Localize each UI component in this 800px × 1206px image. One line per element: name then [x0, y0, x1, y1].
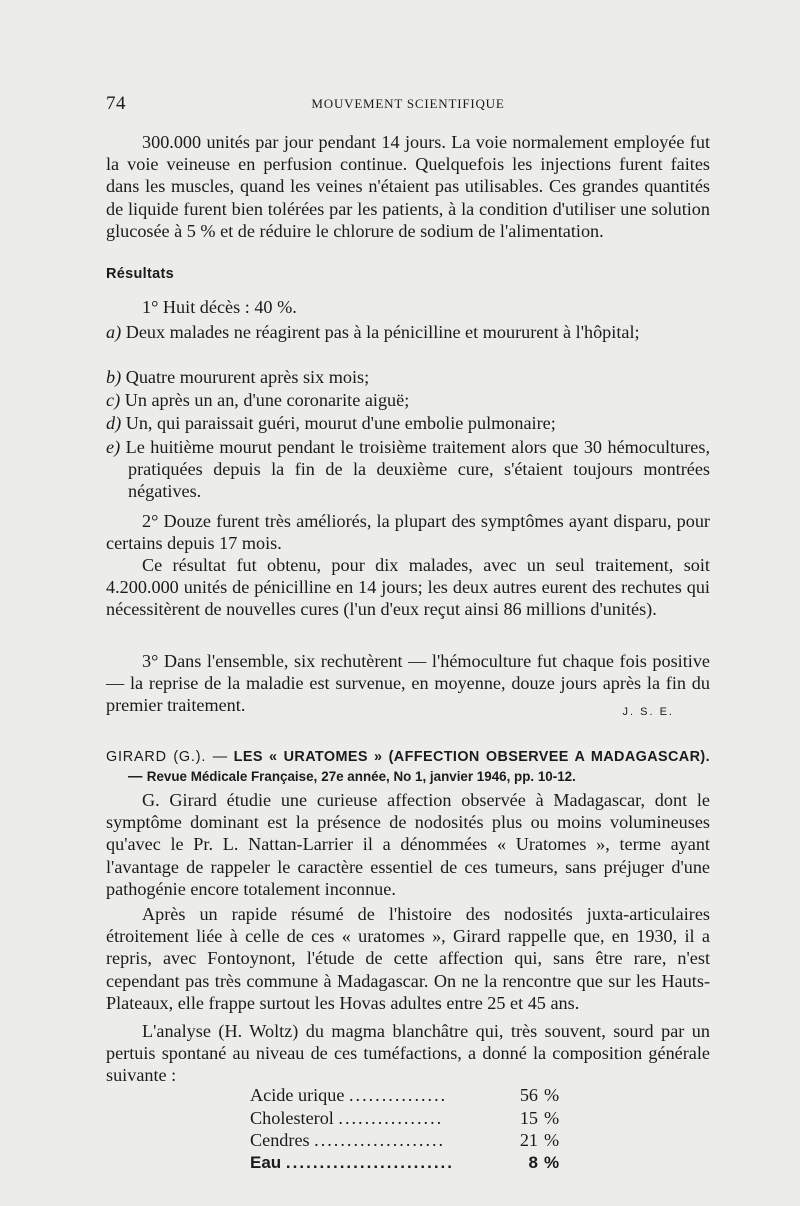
list-item-text: Un après un an, d'une coronarite aiguë; — [124, 390, 410, 410]
component-value: 56 — [519, 1085, 538, 1105]
review-author: GIRARD (G.). — — [106, 749, 228, 765]
component-value: 15 — [519, 1107, 538, 1128]
component-unit: % — [544, 1152, 560, 1172]
results-third-point: 3° Dans l'ensemble, six rechutèrent — l'hémoculture fut chaque fois positive — la reprise de la maladie est survenue, en moyenne, douze jours après la fin du premier traitement. — [106, 651, 710, 716]
review-heading — [106, 748, 710, 787]
component-name-cell — [250, 1130, 508, 1153]
list-marker: d) — [106, 413, 122, 433]
component-unit: % — [544, 1130, 560, 1150]
component-name-cell — [250, 1153, 508, 1176]
component-name: Eau — [250, 1152, 282, 1172]
component-unit: % — [544, 1107, 560, 1128]
table-row — [250, 1108, 564, 1131]
leader-dots: ......................... — [285, 1152, 455, 1172]
table-row — [250, 1130, 564, 1153]
component-value: 21 — [519, 1130, 538, 1150]
review-paragraph-1: G. Girard étudie une curieuse affection observée à Madagascar, dont le symptôme dominant est la présence de nodosités plus ou moins volumineuses qu'avec le Pr. L. Nattan-Larrier il a dénommées « Uratomes », terme ayant l'avantage de rappeler le caractère essentiel de ces tumeurs, sans préjuger d'une pathogénie encore totalement inconnue. — [106, 790, 710, 899]
list-item-text: Un, qui paraissait guéri, mourut d'une embolie pulmonaire; — [125, 413, 556, 433]
table-row — [250, 1153, 564, 1176]
review-paragraph-2: Après un rapide résumé de l'histoire des nodosités juxta-articulaires étroitement liée à celle de ces « uratomes », Girard rappelle que, en 1930, il a repris, avec Fontoynont, l'étude de cette affection qui, sans être rare, n'est cependant pas très commune à Madagascar. On ne la rencontre que sur les Hauts-Plateaux, elle frappe surtout les Hovas adultes entre 25 et 45 ans. — [106, 904, 710, 1013]
component-name: Cendres — [250, 1130, 310, 1150]
running-title: MOUVEMENT SCIENTIFIQUE — [311, 96, 505, 111]
leader-dots: ............... — [348, 1085, 448, 1105]
list-item-text: Quatre moururent après six mois; — [125, 367, 370, 387]
list-marker: b) — [106, 367, 122, 387]
results-item-a — [106, 321, 710, 343]
composition-table — [250, 1085, 564, 1175]
results-item-e — [106, 436, 710, 503]
component-name-cell — [250, 1085, 508, 1108]
author-initials: J. S. E. — [622, 706, 674, 718]
review-paragraph-3: L'analyse (H. Woltz) du magma blanchâtre qui, très souvent, sourd par un pertuis spontané au niveau de ces tuméfactions, a donné la composition générale suivante : — [106, 1021, 710, 1086]
list-item-text: Deux malades ne réagirent pas à la pénicilline et moururent à l'hôpital; — [125, 322, 640, 342]
page-header — [106, 93, 710, 115]
results-item-c — [106, 389, 710, 411]
results-item-b — [106, 366, 710, 388]
results-item-d — [106, 412, 710, 434]
list-marker: a) — [106, 322, 122, 342]
leader-dots: ................ — [338, 1107, 444, 1128]
results-first-point: 1° Huit décès : 40 %. — [142, 297, 297, 317]
results-second-point-detail: Ce résultat fut obtenu, pour dix malades, avec un seul traitement, soit 4.200.000 unités de pénicilline en 14 jours; les deux autres eurent des rechutes qui nécessitèrent de nouvelles cures (l'un d'eux reçut ainsi 86 millions d'unités). — [106, 555, 710, 620]
page-number: 74 — [106, 93, 126, 114]
review-journal: Revue Médicale Française, — [146, 769, 318, 784]
review-citation: 27e année, No 1, janvier 1946, pp. 10-12. — [321, 769, 576, 784]
results-second-point: 2° Douze furent très améliorés, la plupart des symptômes ayant disparu, pour certains depuis 17 mois. — [106, 511, 710, 554]
leader-dots: .................... — [314, 1130, 446, 1150]
table-row — [250, 1085, 564, 1108]
intro-paragraph: 300.000 unités par jour pendant 14 jours. La voie normalement employée fut la voie veineuse en perfusion continue. Quelquefois les injections furent faites dans les muscles, quand les veines n'étaient pas utilisables. Ces grandes quantités de liquide furent bien tolérées par les patients, à la condition d'utiliser une solution glucosée à 5 % et de réduire le chlorure de sodium de l'alimentation. — [106, 132, 710, 241]
list-item-text: Le huitième mourut pendant le troisième traitement alors que 30 hémocultures, pratiquées depuis la fin de la deuxième cure, s'étaient toujours montrées négatives. — [125, 437, 711, 502]
review-title: LES « URATOMES » (AFFECTION OBSERVEE A MADAGASCAR). — — [128, 749, 710, 785]
list-marker: e) — [106, 437, 121, 457]
component-unit: % — [544, 1085, 560, 1105]
list-marker: c) — [106, 390, 121, 410]
component-value: 8 — [528, 1152, 538, 1172]
component-name: Acide urique — [250, 1085, 345, 1105]
component-name-cell — [250, 1108, 508, 1131]
component-name: Cholesterol — [250, 1107, 334, 1128]
results-heading: Résultats — [106, 266, 174, 282]
